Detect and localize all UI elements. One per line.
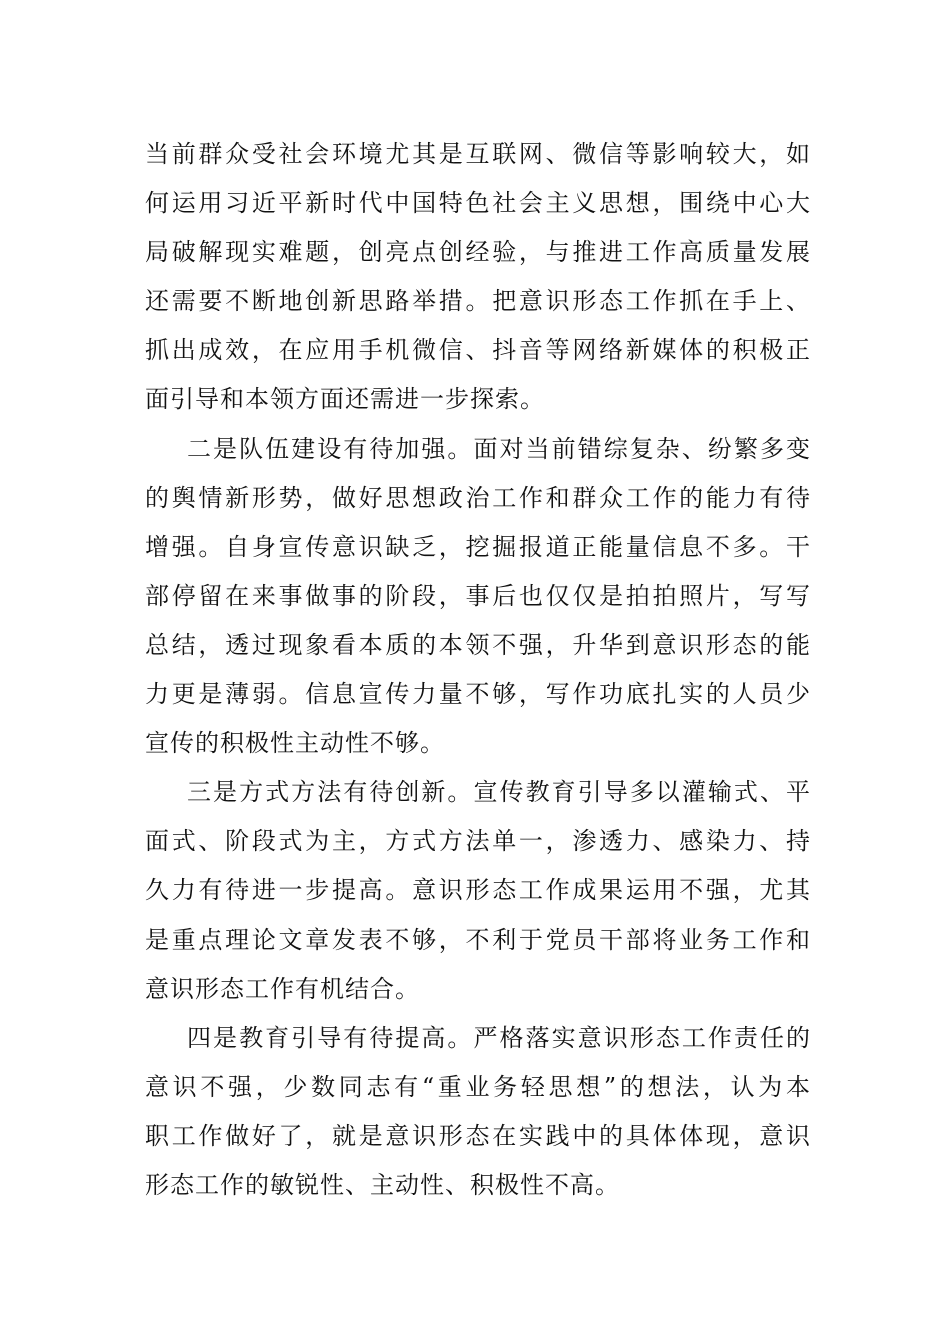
text-line: 面引导和本领方面还需进一步探索。 xyxy=(145,385,545,414)
paragraph-team-building xyxy=(145,425,811,769)
text-line: 是重点理论文章发表不够，不利于党员干部将业务工作和 xyxy=(145,925,811,954)
paragraph-education xyxy=(145,1014,811,1210)
text-line: 抓出成效，在应用手机微信、抖音等网络新媒体的积极正 xyxy=(145,336,811,365)
document-page xyxy=(145,130,811,1210)
text-line: 总结，透过现象看本质的本领不强，升华到意识形态的能 xyxy=(145,630,811,659)
text-line: 何运用习近平新时代中国特色社会主义思想，围绕中心大 xyxy=(145,189,811,218)
text-line: 面式、阶段式为主，方式方法单一，渗透力、感染力、持 xyxy=(145,827,811,856)
text-line: 宣传的积极性主动性不够。 xyxy=(145,729,445,758)
paragraph-continuation xyxy=(145,130,811,425)
text-line: 的舆情新形势，做好思想政治工作和群众工作的能力有待 xyxy=(145,483,811,512)
text-line: 四是教育引导有待提高。严格落实意识形态工作责任的 xyxy=(187,1023,811,1052)
text-line: 意识不强，少数同志有“重业务轻思想”的想法，认为本 xyxy=(145,1072,811,1101)
text-line: 当前群众受社会环境尤其是互联网、微信等影响较大，如 xyxy=(145,140,811,168)
text-line: 意识形态工作有机结合。 xyxy=(145,974,420,1003)
text-line: 形态工作的敏锐性、主动性、积极性不高。 xyxy=(145,1170,620,1199)
text-line: 局破解现实难题，创亮点创经验，与推进工作高质量发展 xyxy=(145,238,811,267)
text-line: 还需要不断地创新思路举措。把意识形态工作抓在手上、 xyxy=(145,287,811,316)
text-line: 增强。自身宣传意识缺乏，挖掘报道正能量信息不多。干 xyxy=(145,532,811,561)
text-line: 力更是薄弱。信息宣传力量不够，写作功底扎实的人员少 xyxy=(145,680,811,709)
text-line: 部停留在来事做事的阶段，事后也仅仅是拍拍照片，写写 xyxy=(145,581,811,610)
text-line: 职工作做好了，就是意识形态在实践中的具体体现，意识 xyxy=(145,1121,811,1150)
text-line: 三是方式方法有待创新。宣传教育引导多以灌输式、平 xyxy=(187,778,811,807)
text-line: 二是队伍建设有待加强。面对当前错综复杂、纷繁多变 xyxy=(187,434,811,463)
text-line: 久力有待进一步提高。意识形态工作成果运用不强，尤其 xyxy=(145,876,811,905)
paragraph-methods xyxy=(145,768,811,1013)
